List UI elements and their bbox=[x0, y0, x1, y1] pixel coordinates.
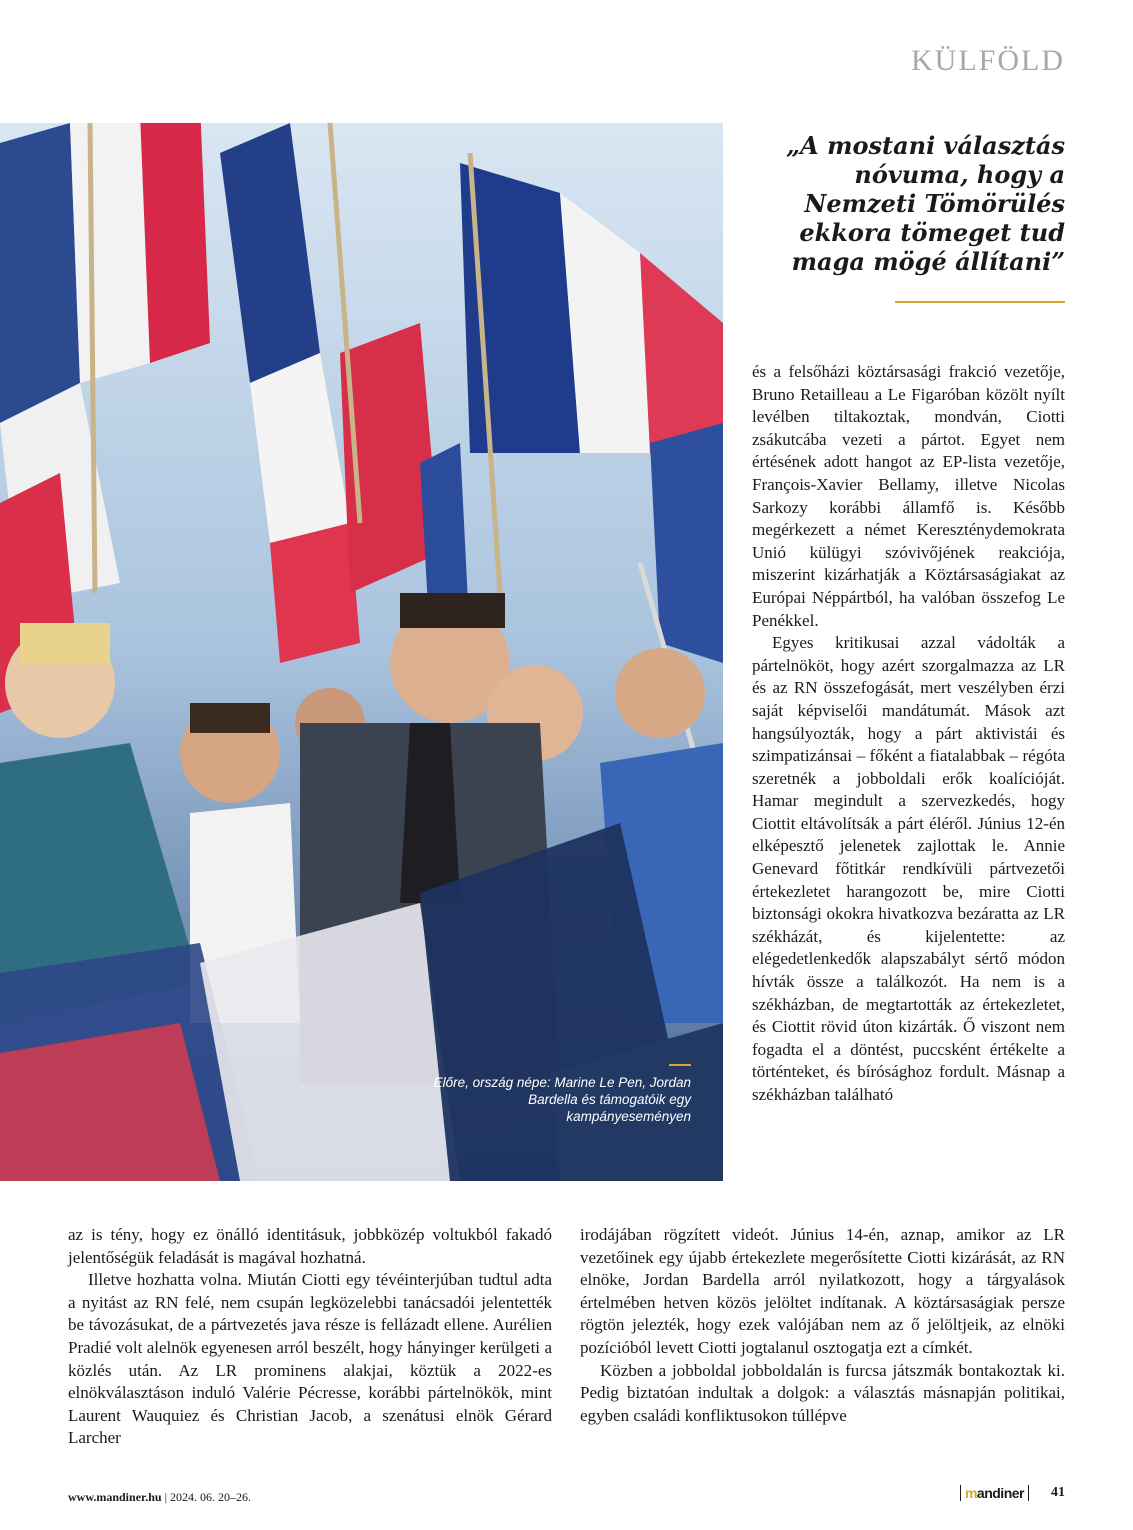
photo-caption bbox=[431, 1057, 691, 1125]
photo-caption-text: Előre, ország népe: Marine Le Pen, Jordan Bardella és támogatóik egy kampányeseményen bbox=[433, 1075, 691, 1124]
paragraph: és a felsőházi köztársasági frakció vezetője, Bruno Retailleau a Le Figaróban közölt nyílt levélben tiltakoztak, mondván, Ciotti zsákutcába vezeti a pártot. Egyet nem értésének adott hangot az EP-lista vezetője, François-Xavier Bellamy, illetve Nicolas Sarkozy korábbi államfő is. Később megérkezett a német Kereszténydemokrata Unió külügyi szóvivőjének reakciója, miszerint kizárhatják a Köztársaságiakat az Európai Néppártból, ha valóban összefog Le Penékkel. bbox=[752, 362, 1065, 630]
section-label: KÜLFÖLD bbox=[911, 44, 1065, 77]
article-column-left bbox=[68, 1224, 552, 1450]
brand-logo bbox=[960, 1485, 1029, 1501]
footer-date: 2024. 06. 20–26. bbox=[170, 1490, 251, 1504]
paragraph: Egyes kritikusai azzal vádolták a pártelnököt, hogy azért szorgalmazza az LR és az RN összefogását, mert veszélyben érzi saját képviselői mandátumát. Mások azt hangsúlyozták, hogy a párt aktivistái és szimpatizánsai – főként a fiatalabbak – régóta szeretnék a jobboldali erők koalícióját. Hamar megindult a szervezkedés, hogy Ciottit eltávolítsák a párt éléről. Június 12-én elképesztő jelenetek zajlottak le. Annie Genevard főtitkár rendkívüli pártvezetői értekezletet harangozott be, mire Ciotti biztonsági okokra hivatkozva bezáratta az LR székházát, és kijelentette: az elégedetlenkedők alapszabályt sértő módon hívták össze a találkozót. Ha nem is a székházban, de megtartották az értekezletet, és Ciottit rövid úton kizárták. Ő viszont nem fogadta el a döntést, puccsként értékelte a történteket, és bírósághoz fordult. Másnap a székházban található bbox=[752, 633, 1065, 1104]
brand-logo-initial: m bbox=[964, 1485, 977, 1501]
footer-site-date: www.mandiner.hu | 2024. 06. 20–26. bbox=[68, 1490, 251, 1504]
paragraph: az is tény, hogy ez önálló identitásuk, jobbközép voltukból fakadó jelentőségük feladását is magával hozhatná. bbox=[68, 1225, 552, 1267]
footer-brand-page bbox=[960, 1485, 1065, 1501]
paragraph: Illetve hozhatta volna. Miután Ciotti egy tévéinterjúban tudtul adta a nyitást az RN felé, nem csupán legközelebbi tanácsadói jelentették be távozásukat, de a pártvezetés java része is fellázadt ellene. Aurélien Pradié volt alelnök egyenesen arról beszélt, hogy hányinger kerülgeti a közlés után. Az LR prominens alakjai, köztük a 2022-es elnökválasztáson induló Valérie Pécresse, korábbi pártelnökök, mint Laurent Wauquiez és Christian Jacob, a szenátusi elnök Gérard Larcher bbox=[68, 1270, 552, 1448]
paragraph: Közben a jobboldal jobboldalán is furcsa játszmák bontakoztak ki. Pedig biztatóan indultak a dolgok: a választás másnapján politikai, egyben családi konfliktusokon túllépve bbox=[580, 1360, 1065, 1425]
article-column-right-top bbox=[752, 361, 1065, 1107]
page-number: 41 bbox=[1051, 1485, 1065, 1500]
pull-quote: „A mostani választás nóvuma, hogy a Nemzeti Tömörülés ekkora tömeget tud maga mögé állítani” bbox=[786, 131, 1065, 276]
brand-logo-rest: andiner bbox=[976, 1485, 1024, 1501]
pull-quote-rule bbox=[895, 301, 1065, 303]
paragraph: irodájában rögzített videót. Június 14-én, aznap, amikor az LR vezetőinek egy újabb értekezlete megerősítette Ciotti kizárását, az RN elnöke, Jordan Bardella arról nyilatkozott, hogy a tárgyalások értelmében hetven közös jelöltet indítanak. A köztársaságiak persze rögtön jelezték, hogy ezek valójában nem az ő jelöltjeik, az elnöki pozícióból levett Ciotti jogtalanul osztogatja ezt a címkét. bbox=[580, 1225, 1065, 1357]
caption-accent-rule bbox=[669, 1064, 691, 1066]
footer-site: www.mandiner.hu bbox=[68, 1490, 162, 1504]
rally-photo-illustration bbox=[0, 123, 723, 1181]
article-column-right-bottom bbox=[580, 1224, 1065, 1427]
article-photo bbox=[0, 123, 723, 1181]
